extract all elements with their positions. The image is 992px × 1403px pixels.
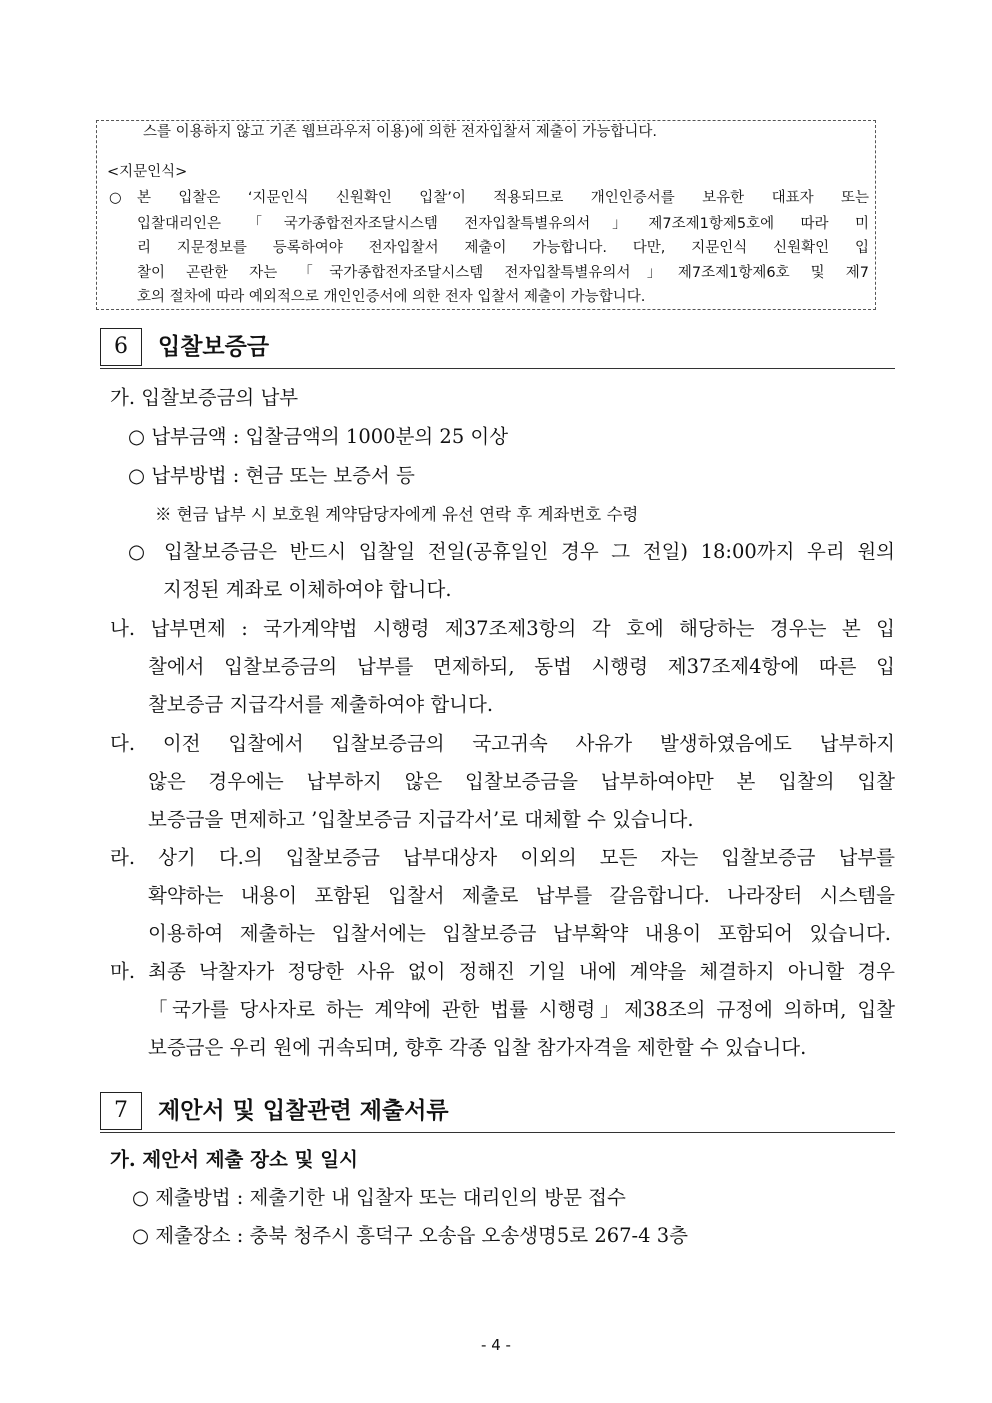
notice-para-line: 호의 절차에 따라 예외적으로 개인인증서에 의한 전자 입찰서 제출이 가능합니다. [137,289,646,305]
section-7-title: 제안서 및 입찰관련 제출서류 [158,1097,449,1124]
item-na-line: 찰에서 입찰보증금의 납부를 면제하되, 동법 시행령 제37조제4항에 따른 입 [148,655,895,678]
section-7-location: ○ 제출장소 : 충북 청주시 흥덕구 오송읍 오송생명5로 267-4 3층 [132,1224,688,1247]
item-da-line: 다. 이전 입찰에서 입찰보증금의 국고귀속 사유가 발생하였음에도 납부하지 [110,732,895,755]
section-6-title: 입찰보증금 [158,333,270,360]
section-7-ga-heading: 가. 제안서 제출 장소 및 일시 [110,1148,358,1171]
notice-box [96,120,876,310]
item-na-line: 찰보증금 지급각서를 제출하여야 합니다. [148,693,494,716]
item-ga-heading: 가. 입찰보증금의 납부 [110,386,299,409]
notice-para-line: 리 지문정보를 등록하여야 전자입찰서 제출이 가능합니다. 다만, 지문인식 신원확인 입 [137,240,869,256]
item-ma-line: 「국가를 당사자로 하는 계약에 관한 법률 시행령」제38조의 규정에 의하며, 입찰 [148,998,895,1021]
section-7-number: 7 [100,1092,142,1130]
section-6-header [100,328,895,369]
section-6-number: 6 [100,328,142,366]
page-number: - 4 - [481,1336,511,1354]
notice-bullet: ○ [109,190,122,206]
item-ra-line: 이용하여 제출하는 입찰서에는 입찰보증금 납부확약 내용이 포함되어 있습니다. [148,922,891,945]
notice-para-line: 찰이 곤란한 자는 「국가종합전자조달시스템 전자입찰특별유의서」제7조제1항제6호 및 제7 [137,265,869,281]
notice-continuation-line: 스를 이용하지 않고 기존 웹브라우저 이용)에 의한 전자입찰서 제출이 가능합니다. [143,124,657,140]
ga-bullet-deadline: ○ 입찰보증금은 반드시 입찰일 전일(공휴일인 경우 그 전일) 18:00까지 우리 원의 [128,540,895,563]
item-ma-line: 보증금은 우리 원에 귀속되며, 향후 각종 입찰 참가자격을 제한할 수 있습니다. [148,1036,807,1059]
section-7-header [100,1092,895,1133]
notice-para-line: 본 입찰은 ‘지문인식 신원확인 입찰’이 적용되므로 개인인증서를 보유한 대표자 또는 [137,190,869,206]
item-ma-line: 마. 최종 낙찰자가 정당한 사유 없이 정해진 기일 내에 계약을 체결하지 아니할 경우 [110,960,895,983]
item-da-line: 않은 경우에는 납부하지 않은 입찰보증금을 납부하여야만 본 입찰의 입찰 [148,770,895,793]
ga-bullet-method: ○ 납부방법 : 현금 또는 보증서 등 [128,464,415,487]
ga-bullet-amount: ○ 납부금액 : 입찰금액의 1000분의 25 이상 [128,425,509,448]
notice-heading: <지문인식> [107,164,188,180]
ga-bullet-deadline-cont: 지정된 계좌로 이체하여야 합니다. [163,578,452,601]
ga-note: ※ 현금 납부 시 보호원 계약담당자에게 유선 연락 후 계좌번호 수령 [155,505,639,524]
item-ra-line: 확약하는 내용이 포함된 입찰서 제출로 납부를 갈음합니다. 나라장터 시스템을 [148,884,895,907]
item-da-line: 보증금을 면제하고 ’입찰보증금 지급각서’로 대체할 수 있습니다. [148,808,694,831]
section-7-method: ○ 제출방법 : 제출기한 내 입찰자 또는 대리인의 방문 접수 [132,1186,626,1209]
item-ra-line: 라. 상기 다.의 입찰보증금 납부대상자 이외의 모든 자는 입찰보증금 납부를 [110,846,895,869]
notice-para-line: 입찰대리인은 「국가종합전자조달시스템 전자입찰특별유의서」제7조제1항제5호에 따라 미 [137,216,869,232]
item-na-line: 나. 납부면제 : 국가계약법 시행령 제37조제3항의 각 호에 해당하는 경우는 본 입 [110,617,895,640]
